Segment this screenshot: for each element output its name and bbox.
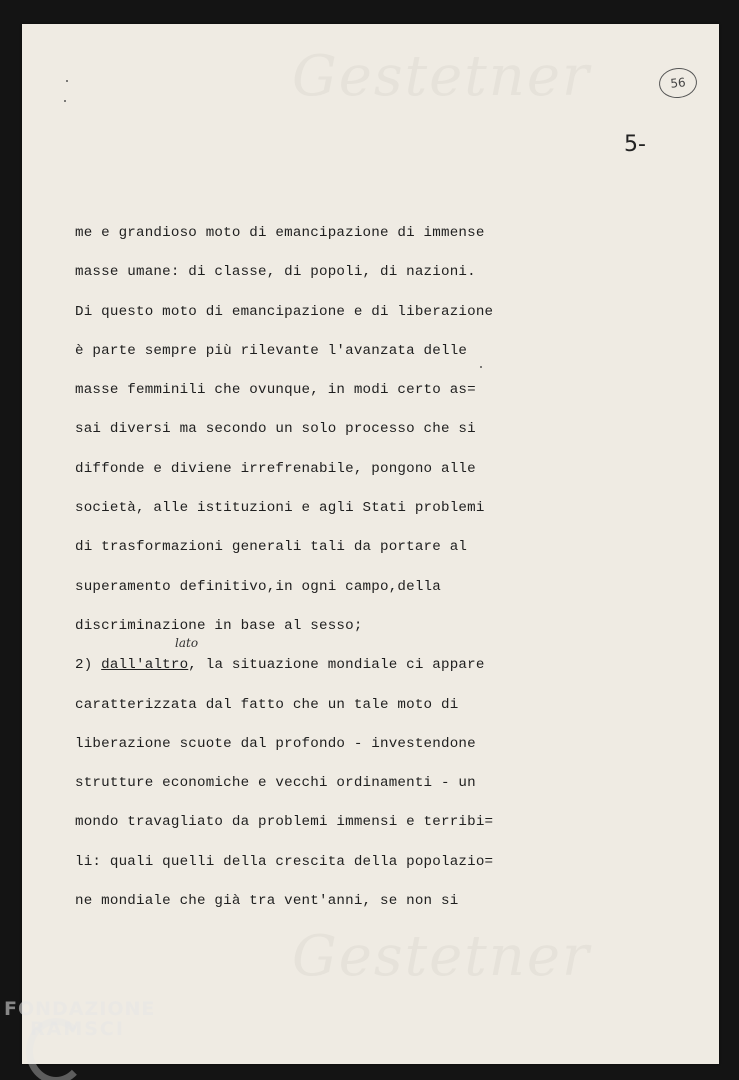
text-line-point-2 bbox=[75, 646, 515, 685]
typewritten-text bbox=[75, 214, 515, 921]
underlined-phrase: dall'altro bbox=[101, 657, 189, 674]
speck bbox=[64, 100, 66, 102]
text-line: di trasformazioni generali tali da portare al bbox=[75, 539, 468, 556]
handwritten-annotation: lato bbox=[175, 636, 199, 650]
typed-page-number: 5- bbox=[624, 132, 646, 157]
text-line: società, alle istituzioni e agli Stati problemi bbox=[75, 500, 485, 517]
line-rest: , la situazione mondiale ci appare bbox=[188, 657, 485, 674]
text-line: mondo travagliato da problemi immensi e terribi= bbox=[75, 814, 494, 831]
paper-watermark-bottom: Gestetner bbox=[292, 924, 591, 989]
text-line: discriminazione in base al sesso; bbox=[75, 617, 363, 634]
text-line: è parte sempre più rilevante l'avanzata delle bbox=[75, 342, 468, 359]
text-line: superamento definitivo,in ogni campo,della bbox=[75, 578, 441, 595]
line-prefix: 2) bbox=[75, 657, 102, 674]
fondazione-gramsci-logo bbox=[4, 1000, 155, 1040]
text-line: liberazione scuote dal profondo - investendone bbox=[75, 735, 476, 752]
logo-line-2: RAMSCI bbox=[30, 1017, 125, 1040]
text-line: ne mondiale che già tra vent'anni, se non si bbox=[75, 893, 459, 910]
document-page bbox=[22, 24, 719, 1064]
text-line: strutture economiche e vecchi ordinamenti - un bbox=[75, 775, 476, 792]
archive-page-number: 56 bbox=[658, 66, 699, 100]
logo-line-1: FONDAZIONE bbox=[4, 998, 156, 1020]
text-line: Di questo moto di emancipazione e di liberazione bbox=[75, 303, 494, 320]
text-line: caratterizzata dal fatto che un tale moto di bbox=[75, 696, 459, 713]
paper-watermark-top: Gestetner bbox=[292, 44, 591, 109]
text-line: masse umane: di classe, di popoli, di nazioni. bbox=[75, 264, 476, 281]
text-line: me e grandioso moto di emancipazione di immense bbox=[75, 225, 485, 241]
text-line: sai diversi ma secondo un solo processo che si bbox=[75, 421, 476, 438]
speck bbox=[66, 80, 68, 82]
text-line: li: quali quelli della crescita della popolazio= bbox=[75, 853, 494, 870]
text-line: masse femminili che ovunque, in modi certo as= bbox=[75, 382, 476, 399]
text-line: diffonde e diviene irrefrenabile, pongono alle bbox=[75, 460, 476, 477]
